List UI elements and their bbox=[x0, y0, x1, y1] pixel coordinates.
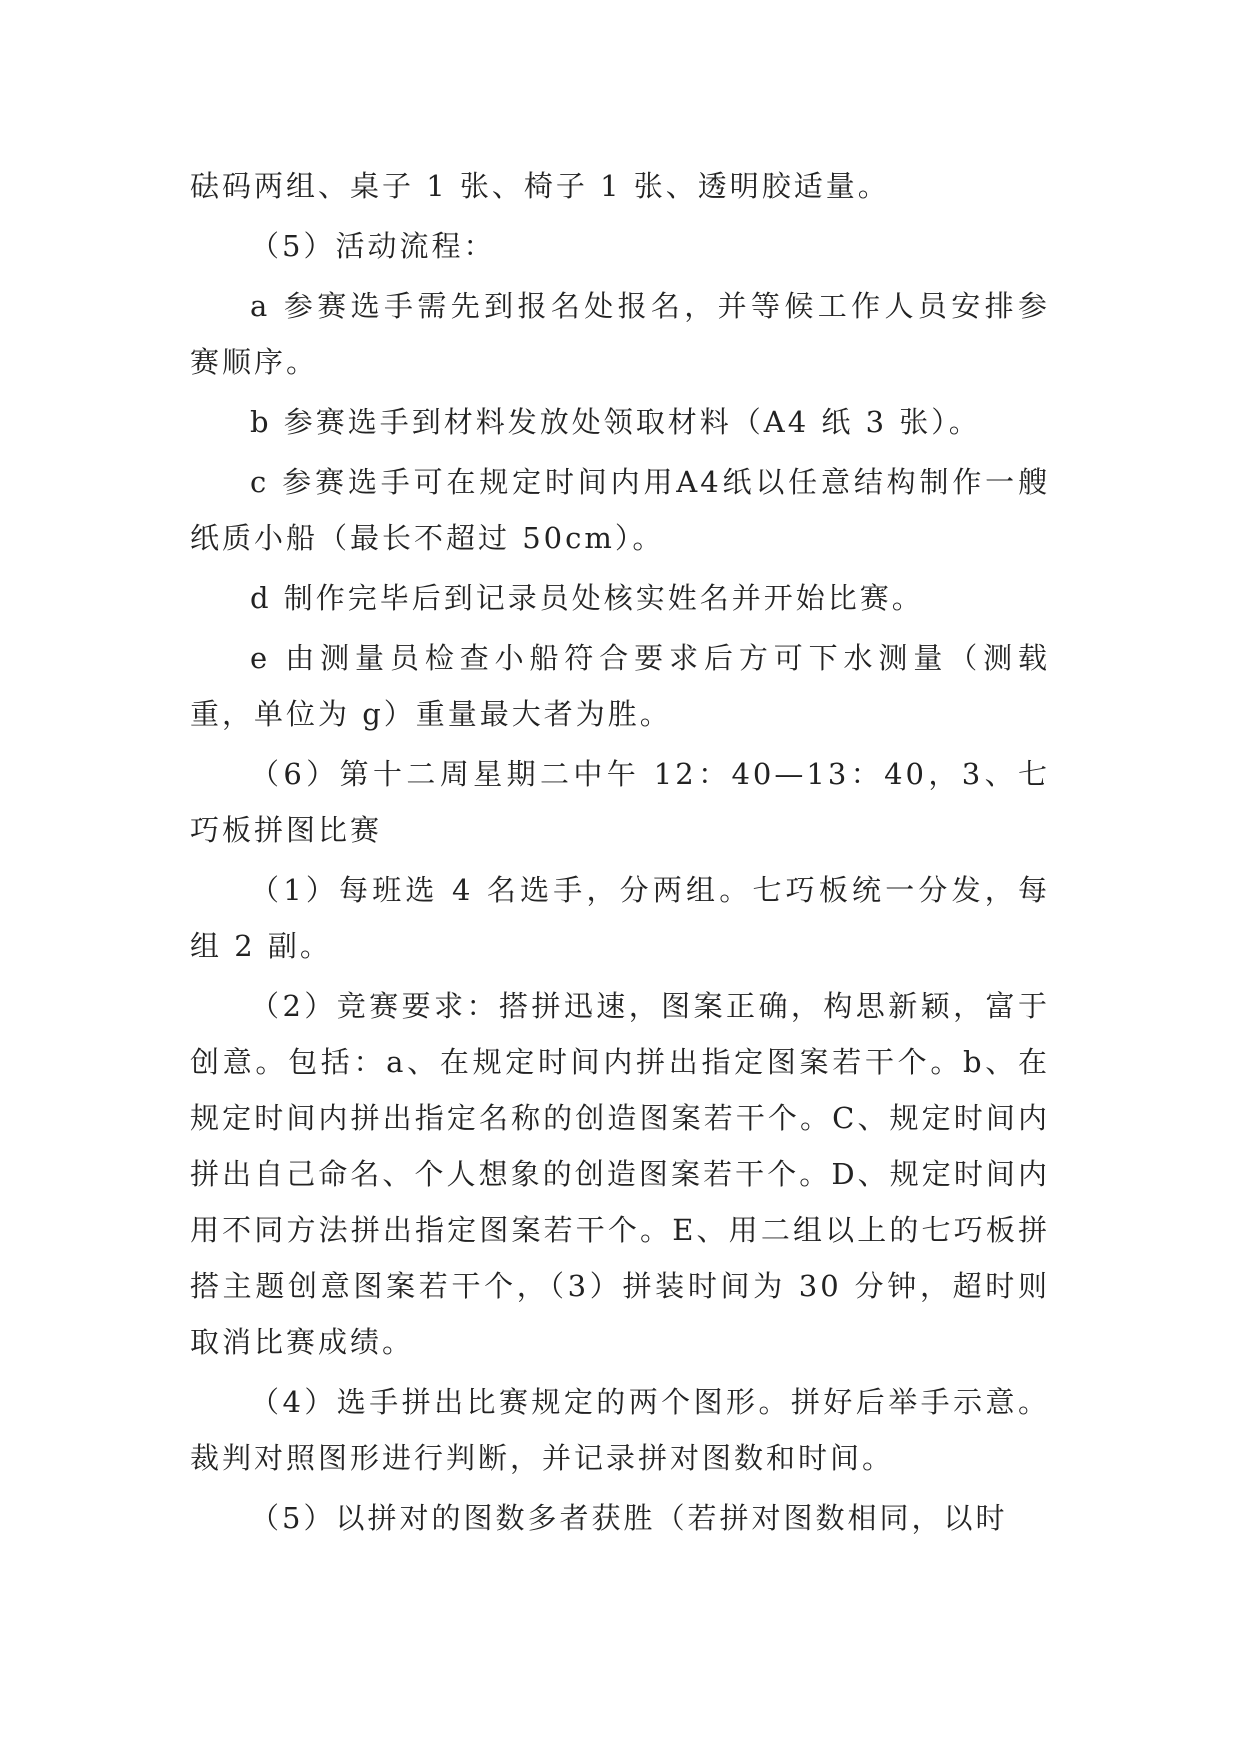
paragraph-schedule: （6）第十二周星期二中午 12：40—13：40，3、七巧板拼图比赛 bbox=[190, 757, 1050, 847]
paragraph-tangram-rule-1: （1）每班选 4 名选手，分两组。七巧板统一分发，每组 2 副。 bbox=[190, 873, 1050, 963]
paragraph-tangram-rule-5: （5）以拼对的图数多者获胜（若拼对图数相同，以时 bbox=[250, 1501, 1008, 1535]
paragraph-step-a: a 参赛选手需先到报名处报名，并等候工作人员安排参赛顺序。 bbox=[190, 289, 1050, 379]
paragraph-step-b: b 参赛选手到材料发放处领取材料（A4 纸 3 张）。 bbox=[250, 405, 981, 439]
paragraph-step-c: c 参赛选手可在规定时间内用A4纸以任意结构制作一艘纸质小船（最长不超过 50cm）。 bbox=[190, 465, 1050, 555]
paragraph-activity-process-heading: （5）活动流程： bbox=[250, 229, 496, 263]
paragraph-materials: 砝码两组、桌子 1 张、椅子 1 张、透明胶适量。 bbox=[190, 169, 890, 203]
paragraph-tangram-rule-4: （4）选手拼出比赛规定的两个图形。拼好后举手示意。裁判对照图形进行判断，并记录拼对图数和时间。 bbox=[190, 1385, 1050, 1475]
document-body bbox=[190, 158, 1050, 1550]
paragraph-step-e: e 由测量员检查小船符合要求后方可下水测量（测载重，单位为 g）重量最大者为胜。 bbox=[190, 641, 1050, 731]
paragraph-tangram-rule-2: （2）竞赛要求：搭拼迅速，图案正确，构思新颖，富于创意。包括：a、在规定时间内拼出指定图案若干个。b、在规定时间内拼出指定名称的创造图案若干个。C、规定时间内拼出自己命名、个人想象的创造图案若干个。D、规定时间内用不同方法拼出指定图案若干个。E、用二组以上的七巧板拼搭主题创意图案若干个，（3）拼装时间为 30 分钟，超时则取消比赛成绩。 bbox=[190, 989, 1050, 1359]
paragraph-step-d: d 制作完毕后到记录员处核实姓名并开始比赛。 bbox=[250, 581, 924, 615]
